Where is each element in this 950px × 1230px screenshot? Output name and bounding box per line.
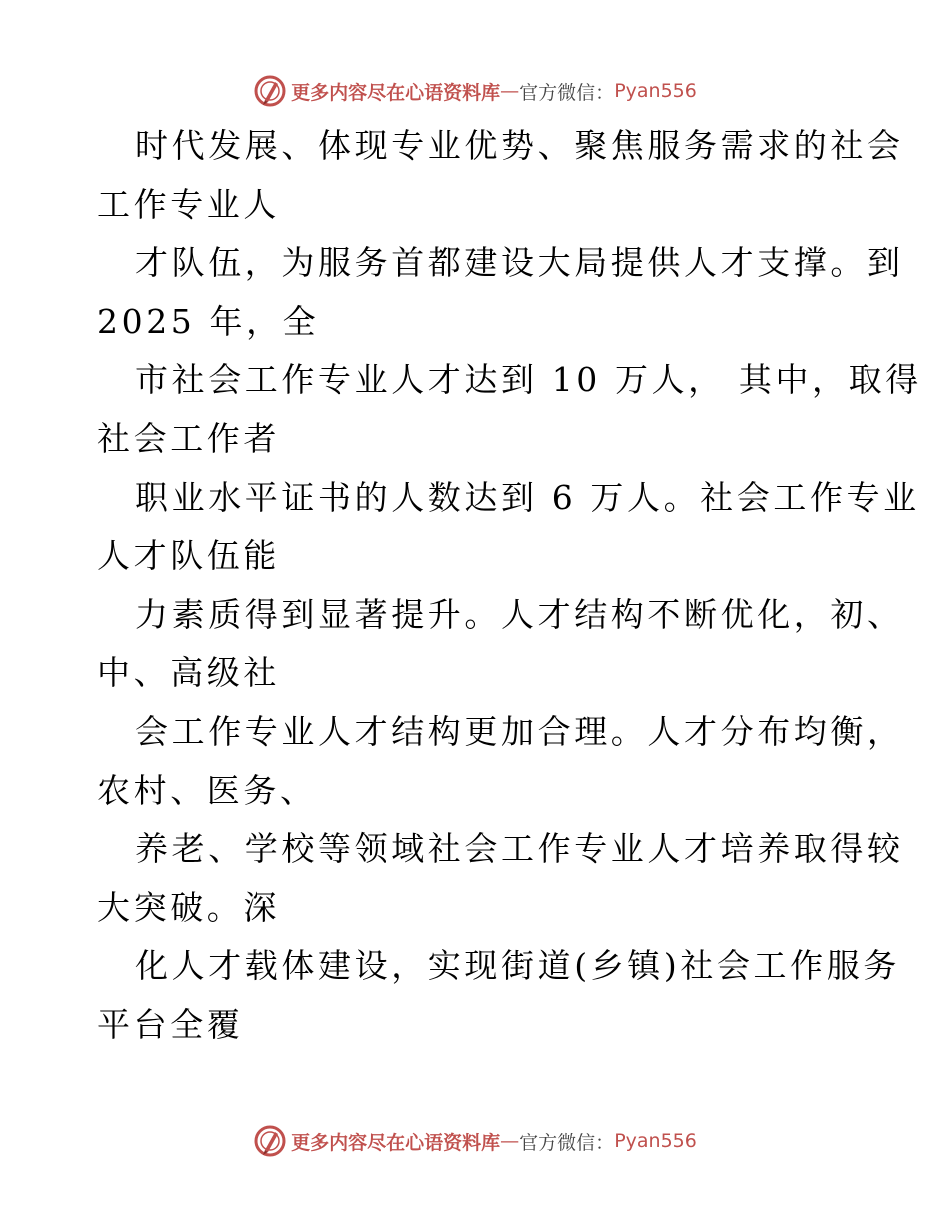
text-line: 中、高级社	[97, 653, 280, 693]
watermark-wechat-id: Pyan556	[614, 80, 697, 102]
text-line: 大突破。深	[97, 887, 280, 927]
document-body	[97, 117, 922, 1055]
text-line: 时代发展、体现专业优势、聚焦服务需求的社会	[135, 126, 904, 165]
watermark-dash: —	[500, 80, 520, 102]
watermark-wechat-id: Pyan556	[614, 1130, 697, 1152]
text-line: 工作专业人	[97, 184, 280, 224]
footer-watermark	[0, 1123, 950, 1159]
header-watermark	[0, 73, 950, 109]
text-line: 2025 年，全	[97, 301, 320, 341]
text-line: 农村、医务、	[97, 770, 317, 810]
text-line: 市社会工作专业人才达到 10 万人， 其中，取得	[135, 360, 922, 400]
text-line: 职业水平证书的人数达到 6 万人。社会工作专业	[135, 477, 920, 517]
text-line: 平台全覆	[97, 1004, 244, 1044]
pen-nib-logo-icon	[253, 74, 287, 108]
watermark-brand: 更多内容尽在心语资料库	[291, 81, 501, 104]
pen-nib-logo-icon	[253, 1124, 287, 1158]
text-line: 才队伍，为服务首都建设大局提供人才支撑。到	[135, 243, 904, 283]
watermark-label: 官方微信：	[519, 81, 615, 104]
text-line: 人才队伍能	[97, 536, 280, 576]
text-line: 力素质得到显著提升。人才结构不断优化，初、	[135, 594, 904, 634]
text-line: 会工作专业人才结构更加合理。人才分布均衡，	[135, 711, 904, 751]
text-line: 化人才载体建设，实现街道(乡镇)社会工作服务	[135, 946, 900, 986]
text-line: 养老、学校等领域社会工作专业人才培养取得较	[135, 829, 904, 869]
watermark-dash: —	[500, 1130, 520, 1152]
text-line: 社会工作者	[97, 418, 280, 458]
watermark-brand: 更多内容尽在心语资料库	[291, 1131, 501, 1154]
watermark-label: 官方微信：	[519, 1131, 615, 1154]
